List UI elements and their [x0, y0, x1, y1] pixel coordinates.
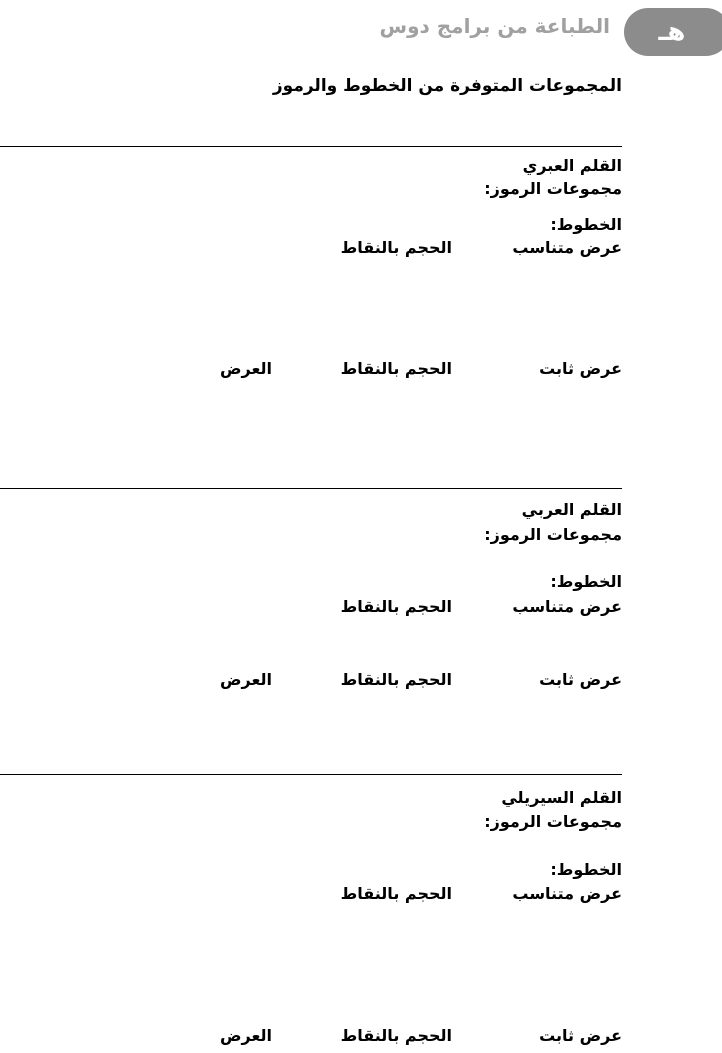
charset-label: مجموعات الرموز:	[484, 812, 622, 831]
width-header: العرض	[220, 670, 272, 689]
width-header: العرض	[220, 1026, 272, 1045]
section-divider	[0, 488, 622, 489]
fixed-width-header: عرض ثابت	[539, 1026, 622, 1045]
fonts-label: الخطوط:	[550, 860, 622, 879]
section-font-name: القلم السيريلي	[501, 788, 622, 807]
section-font-name: القلم العربي	[521, 500, 622, 519]
chapter-badge	[624, 8, 722, 56]
proportional-width-header: عرض متناسب	[512, 597, 622, 616]
page-heading: المجموعات المتوفرة من الخطوط والرموز	[272, 76, 622, 96]
charset-label: مجموعات الرموز:	[484, 179, 622, 198]
point-size-header: الحجم بالنقاط	[340, 1026, 452, 1045]
proportional-width-header: عرض متناسب	[512, 238, 622, 257]
fixed-width-header: عرض ثابت	[539, 359, 622, 378]
point-size-header: الحجم بالنقاط	[340, 597, 452, 616]
width-header: العرض	[220, 359, 272, 378]
section-divider	[0, 774, 622, 775]
fonts-label: الخطوط:	[550, 215, 622, 234]
section-divider	[0, 146, 622, 147]
chapter-letter: هـ	[658, 17, 686, 47]
point-size-header: الحجم بالنقاط	[340, 884, 452, 903]
point-size-header: الحجم بالنقاط	[340, 359, 452, 378]
fixed-width-header: عرض ثابت	[539, 670, 622, 689]
running-header-title: الطباعة من برامج دوس	[379, 14, 610, 38]
proportional-width-header: عرض متناسب	[512, 884, 622, 903]
point-size-header: الحجم بالنقاط	[340, 238, 452, 257]
charset-label: مجموعات الرموز:	[484, 525, 622, 544]
point-size-header: الحجم بالنقاط	[340, 670, 452, 689]
section-font-name: القلم العبري	[522, 156, 622, 175]
fonts-label: الخطوط:	[550, 572, 622, 591]
